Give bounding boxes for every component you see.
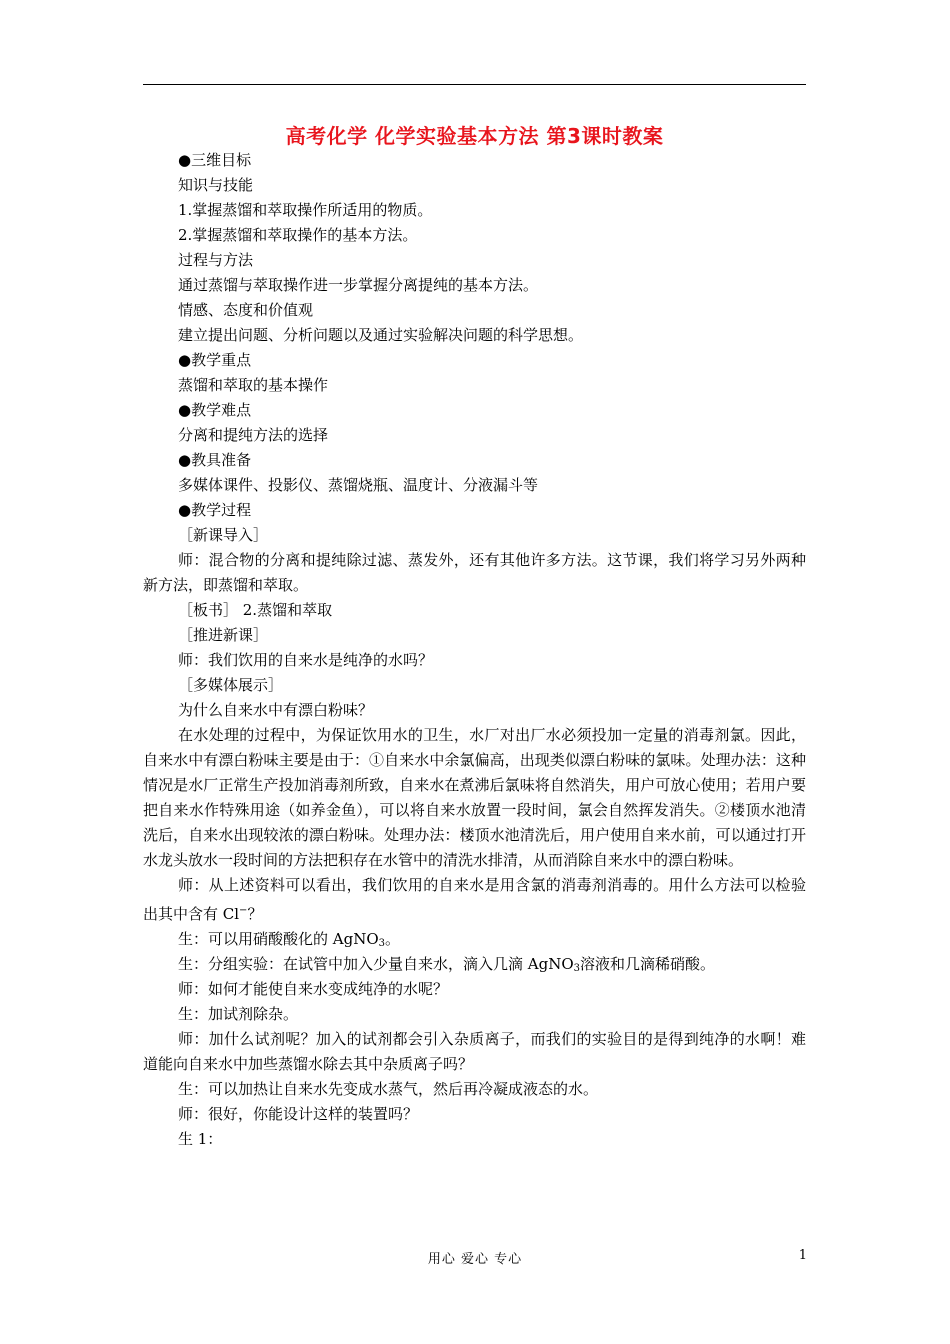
board-line: ［板书］ 2.蒸馏和萃取 <box>178 601 333 619</box>
text-line: 多媒体课件、投影仪、蒸馏烧瓶、温度计、分液漏斗等 <box>178 476 539 494</box>
dialogue-line <box>143 927 806 952</box>
footer-motto: 用心 爱心 专心 <box>427 1252 523 1267</box>
text-line: 情感、态度和价值观 <box>178 301 314 319</box>
text-span: 生：分组实验：在试管中加入少量自来水，滴入几滴 AgNO <box>178 955 574 973</box>
text-line: 蒸馏和萃取的基本操作 <box>178 376 329 394</box>
document-body <box>143 148 806 1152</box>
dialogue-line <box>143 952 806 977</box>
text-line: ［新课导入］ <box>178 526 269 544</box>
dialogue-line: 师：如何才能使自来水变成纯净的水呢？ <box>178 980 449 998</box>
paragraph-water: 在水处理的过程中，为保证饮用水的卫生，水厂对出厂水必须投加一定量的消毒剂氯。因此，自来水中有漂白粉味主要是由于：①自来水中余氯偏高，出现类似漂白粉味的氯味。处理办法：这种情况是水厂正常生产投加消毒剂所致，自来水在煮沸后氯味将自然消失，用户可放心使用；若用户要把自来水作特殊用途（如养金鱼），可以将自来水放置一段时间，氯会自然挥发消失。②楼顶水池清洗后，自来水出现较浓的漂白粉味。处理办法：楼顶水池清洗后，用户使用自来水前，可以通过打开水龙头放水一段时间的方法把积存在水管中的清洗水排清，从而消除自来水中的漂白粉味。 <box>143 726 806 869</box>
text-span: ？ <box>247 905 263 923</box>
text-line: ●教学过程 <box>178 501 252 519</box>
paragraph-chloride <box>143 873 806 927</box>
subscript: 3 <box>573 963 581 974</box>
text-line: 2.掌握蒸馏和萃取操作的基本方法。 <box>178 226 418 244</box>
document-title: 高考化学 化学实验基本方法 第3课时教案 <box>285 124 664 148</box>
superscript: − <box>239 905 248 916</box>
text-line: ［多媒体展示］ <box>178 676 284 694</box>
text-line: ●教学难点 <box>178 401 252 419</box>
paragraph-reagent: 师：加什么试剂呢？加入的试剂都会引入杂质离子，而我们的实验目的是得到纯净的水啊！难道能向自来水中加些蒸馏水除去其中杂质离子吗？ <box>143 1030 806 1073</box>
text-line: 建立提出问题、分析问题以及通过实验解决问题的科学思想。 <box>178 326 584 344</box>
text-line: 通过蒸馏与萃取操作进一步掌握分离提纯的基本方法。 <box>178 276 539 294</box>
text-span: 溶液和几滴稀硝酸。 <box>580 955 716 973</box>
dialogue-line: 师：很好，你能设计这样的装置吗？ <box>178 1105 419 1123</box>
dialogue-line: 生：加试剂除杂。 <box>178 1005 299 1023</box>
dialogue-line: 生 1： <box>178 1130 223 1148</box>
text-span: 。 <box>385 930 401 948</box>
text-line: 分离和提纯方法的选择 <box>178 426 329 444</box>
dialogue-line: 生：可以加热让自来水先变成水蒸气，然后再冷凝成液态的水。 <box>178 1080 599 1098</box>
paragraph-intro: 师：混合物的分离和提纯除过滤、蒸发外，还有其他许多方法。这节课，我们将学习另外两种新方法，即蒸馏和萃取。 <box>143 551 806 594</box>
text-line: 过程与方法 <box>178 251 254 269</box>
text-line: ［推进新课］ <box>178 626 269 644</box>
text-line: 知识与技能 <box>178 176 254 194</box>
text-line: 1.掌握蒸馏和萃取操作所适用的物质。 <box>178 201 433 219</box>
subscript: 3 <box>378 938 386 949</box>
text-span: 生：可以用硝酸酸化的 AgNO <box>178 930 379 948</box>
text-line: ●教具准备 <box>178 451 252 469</box>
text-line: ●三维目标 <box>178 151 252 169</box>
text-line: 为什么自来水中有漂白粉味？ <box>178 701 374 719</box>
text-line: ●教学重点 <box>178 351 252 369</box>
page-number: 1 <box>798 1248 807 1263</box>
text-span: 师：从上述资料可以看出，我们饮用的自来水是用含氯的消毒剂消毒的。用什么方法可以检验出其中含有 Cl <box>143 876 806 923</box>
dialogue-line: 师：我们饮用的自来水是纯净的水吗？ <box>178 651 434 669</box>
header-rule <box>143 84 806 85</box>
